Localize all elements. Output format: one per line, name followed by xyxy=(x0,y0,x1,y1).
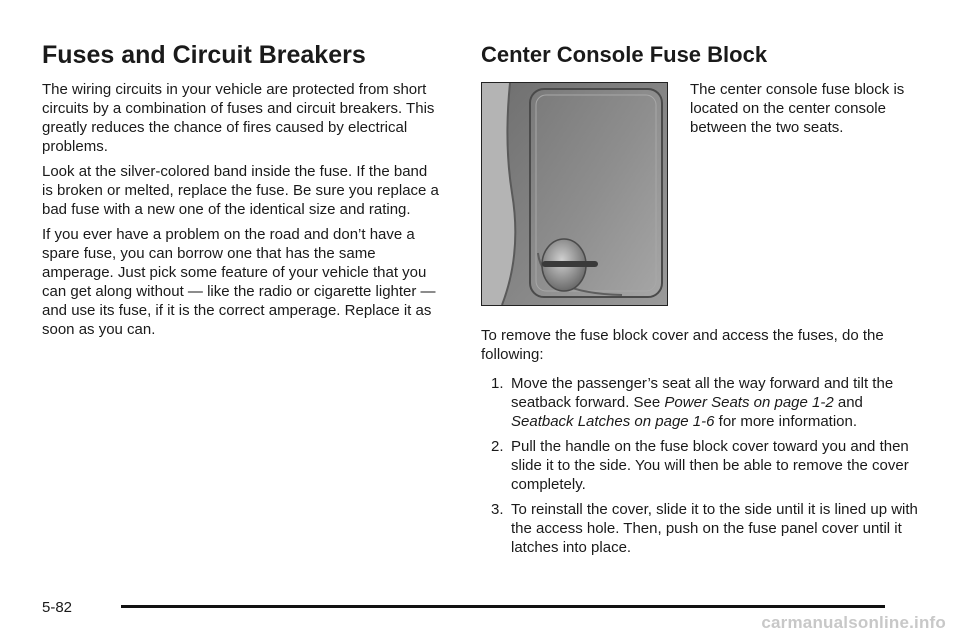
step-item xyxy=(491,437,921,494)
cross-reference-link[interactable]: Power Seats on page 1-2 xyxy=(664,394,834,411)
fuse-block-photo xyxy=(481,82,668,306)
paragraph-wiring: The wiring circuits in your vehicle are protected from short circuits by a combination of fuses and circuit breakers. This greatly reduces the chance of fires caused by electrical problems. xyxy=(42,81,435,155)
step-item xyxy=(491,500,921,557)
step-item xyxy=(491,374,921,431)
steps-list xyxy=(481,374,921,557)
step-text: and xyxy=(833,394,863,411)
left-column xyxy=(42,40,442,345)
section-title-console-fuse-block: Center Console Fuse Block xyxy=(481,42,768,67)
page-number: 5-82 xyxy=(42,599,73,616)
fuse-block-cover-illustration xyxy=(482,83,667,305)
step-text: To reinstall the cover, slide it to the side until it is lined up with the access hole. Then, push on the fuse panel cover until it latches into place. xyxy=(511,501,918,556)
step-number: 3. xyxy=(491,501,504,518)
section-title-fuses: Fuses and Circuit Breakers xyxy=(42,41,366,69)
paragraph-silver-band: Look at the silver-colored band inside the fuse. If the band is broken or melted, replace the fuse. Be sure you replace a bad fuse with a new one of the identical size and rating. xyxy=(42,163,439,218)
watermark: carmanualsonline.info xyxy=(761,613,946,632)
footer-rule xyxy=(121,605,885,608)
step-number: 1. xyxy=(491,375,504,392)
right-column xyxy=(481,40,921,563)
step-text: for more information. xyxy=(714,413,858,430)
figure-row xyxy=(481,80,921,320)
instructions-intro: To remove the fuse block cover and access the fuses, do the following: xyxy=(481,327,884,363)
step-text: Pull the handle on the fuse block cover toward you and then slide it to the side. You will then be able to remove the cover completely. xyxy=(511,438,909,493)
paragraph-spare-fuse: If you ever have a problem on the road and don’t have a spare fuse, you can borrow one that has the same amperage. Just pick some feature of your vehicle that you can get along without — like the radio or cigarette lighter — and use its fuse, if it is the correct amperage. Replace it as soon as you can. xyxy=(42,226,436,338)
figure-caption: The center console fuse block is located on the center console between the two seats. xyxy=(690,81,905,136)
step-number: 2. xyxy=(491,438,504,455)
step-text: Move the passenger’s seat all the way forward and tilt the seatback forward. See xyxy=(511,375,894,411)
cross-reference-link[interactable]: Seatback Latches on page 1-6 xyxy=(511,413,715,430)
